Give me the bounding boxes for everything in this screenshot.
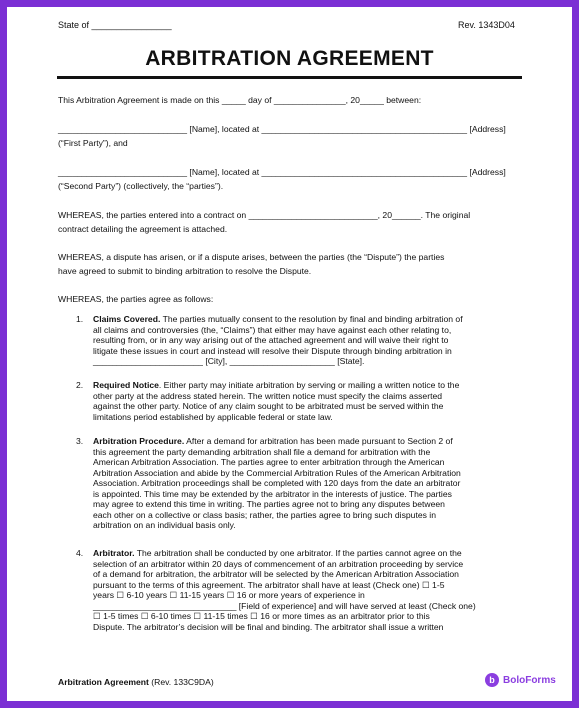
clause-text: . Either party may initiate arbitration by serving or mailing a written notice to the [158, 380, 460, 390]
intro-line: This Arbitration Agreement is made on this _____ day of _______________, 20_____ between: [58, 95, 422, 105]
clause-text: After a demand for arbitration has been made pursuant to Section 2 of [184, 436, 453, 446]
city-state-fields[interactable]: _______________________ [City], ______________________ [State]. [93, 356, 365, 366]
document-title: ARBITRATION AGREEMENT [145, 47, 434, 70]
boloforms-logo-icon: b [485, 673, 499, 687]
second-party-label: (“Second Party”) (collectively, the “parties”). [58, 181, 224, 191]
document-page [7, 7, 572, 701]
clause-number: 3. [76, 436, 84, 446]
clause-heading: Arbitrator. [93, 548, 135, 558]
clause-text: American Arbitration Association. The parties agree to enter arbitration through the American [93, 457, 445, 467]
whereas-contract-line1: WHEREAS, the parties entered into a contract on ___________________________, 20______. The original [58, 210, 471, 220]
clause-number: 2. [76, 380, 84, 390]
boloforms-logo [485, 673, 556, 687]
whereas-dispute-line2: have agreed to submit to binding arbitration to resolve the Dispute. [58, 266, 312, 276]
clause-required-notice [76, 380, 525, 422]
clause-text: Arbitration Association and abide by the Commercial Arbitration Rules of the American Arbitration [93, 467, 461, 478]
times-served-checkboxes[interactable]: ☐ 1-5 times ☐ 6-10 times ☐ 11-15 times ☐ 16 or more times as an arbitrator prior to this [93, 611, 430, 621]
revision-number: Rev. 1343D04 [458, 20, 515, 30]
first-party-label: (“First Party”), and [58, 138, 128, 148]
footer-revision: (Rev. 133C9DA) [148, 677, 214, 687]
boloforms-logo-text: BoloForms [503, 674, 556, 686]
clause-heading: Required Notice [93, 380, 159, 390]
clause-text: litigate these issues in court and instead will resolve their Dispute through binding arbitration in [93, 345, 452, 356]
clause-text: is appointed. This time may be extended by the arbitrator in the interests of justice. The parties [93, 488, 452, 499]
clause-text: The parties mutually consent to the resolution by final and binding arbitration of [160, 314, 463, 324]
clause-text: each other on a collective or class basis; rather, the parties agree to bring such disputes in [93, 509, 436, 520]
clause-heading: Claims Covered. [93, 314, 161, 324]
clause-text: may agree to extend this time in writing. The parties agree not to bring any disputes between [93, 499, 445, 509]
clause-number: 1. [76, 314, 84, 324]
first-party-line[interactable]: ___________________________ [Name], located at ___________________________________________ [Address] [58, 124, 506, 134]
clause-claims-covered [76, 314, 525, 367]
clause-text: The arbitration shall be conducted by one arbitrator. If the parties cannot agree on the [134, 548, 462, 558]
clause-arbitration-procedure [76, 436, 525, 531]
clause-text: resulting from, or in any way arising out of the attached agreement and will waive their right to [93, 335, 449, 345]
state-field[interactable]: State of ________________ [58, 20, 172, 30]
clause-text: Association. Arbitration proceedings shall be completed with 120 days from the date an arbitrator [93, 478, 461, 488]
clause-text: against the other party. Notice of any claim sought to be arbitrated must be served within the [93, 401, 444, 411]
clause-text: arbitration on an individual basis only. [93, 520, 236, 530]
clause-arbitrator [76, 548, 525, 632]
clause-text: limitations period established by applicable federal or state law. [93, 411, 333, 422]
whereas-contract-line2: contract detailing the agreement is attached. [58, 224, 228, 234]
experience-years-checkboxes[interactable]: years ☐ 6-10 years ☐ 11-15 years ☐ 16 or more years of experience in [93, 590, 365, 600]
clause-text: other party at the address stated herein. The written notice must specify the claims asserted [93, 390, 443, 401]
clause-text: this agreement the party demanding arbitration shall file a demand for arbitration with the [93, 446, 431, 457]
whereas-dispute-line1: WHEREAS, a dispute has arisen, or if a dispute arises, between the parties (the “Dispute”) the parties [58, 252, 445, 262]
field-of-experience-field[interactable]: ______________________________ [Field of experience] and will have served at least (Check one) [93, 600, 476, 611]
clause-number: 4. [76, 548, 84, 558]
clause-heading: Arbitration Procedure. [93, 436, 185, 446]
clause-text: selection of an arbitrator within 20 days of commencement of an arbitration proceeding by service [93, 558, 464, 569]
experience-years-checkboxes[interactable]: pursuant to the terms of this agreement. The arbitrator shall have at least (Check one) ☐ 1-5 [93, 579, 445, 590]
footer-document-name [58, 677, 214, 687]
footer-title: Arbitration Agreement [58, 677, 149, 687]
whereas-agree-line: WHEREAS, the parties agree as follows: [58, 294, 214, 304]
clause-text: Dispute. The arbitrator’s decision will be final and binding. The arbitrator shall issue a written [93, 621, 444, 632]
second-party-line[interactable]: ___________________________ [Name], located at ___________________________________________ [Address] [58, 167, 506, 177]
clause-text: all claims and controversies (the, “Claims”) that either may have against each other relating to, [93, 324, 452, 335]
title-underline [57, 76, 522, 79]
clause-text: of a demand for arbitration, the arbitrator will be selected by the American Arbitration Association [93, 569, 459, 579]
